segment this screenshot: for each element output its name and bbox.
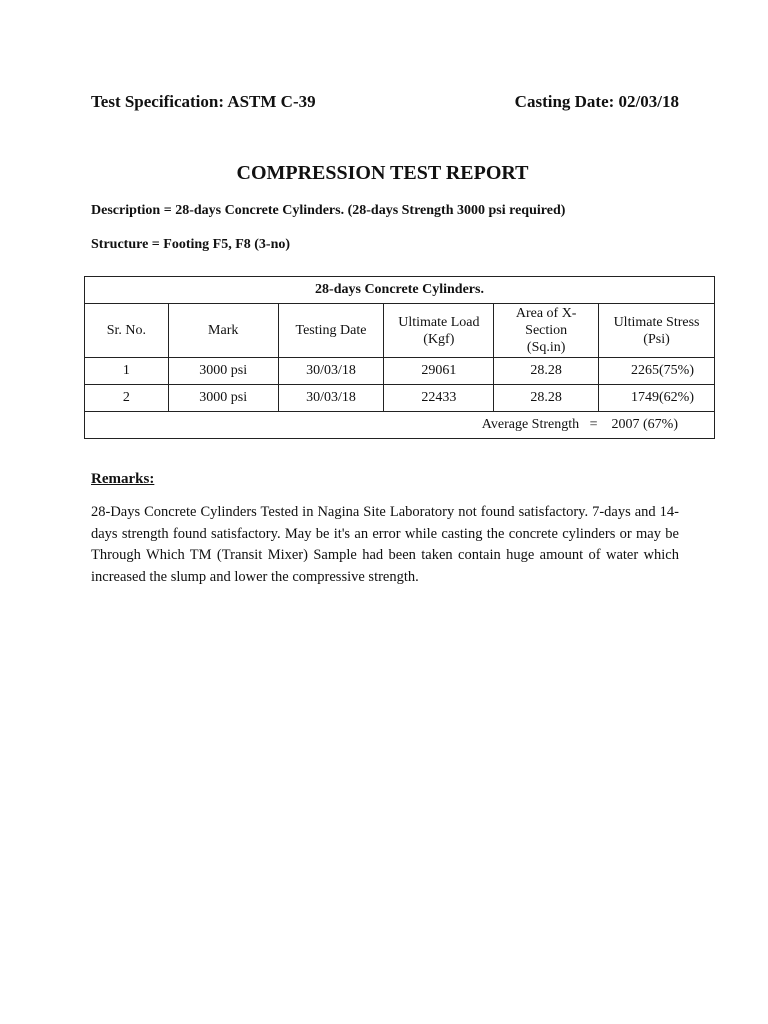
report-title-wrap	[0, 162, 768, 185]
col-header-sr-no: Sr. No.	[85, 304, 169, 358]
cell-ultimate-load: 22433	[384, 385, 494, 412]
cell-sr-no: 1	[85, 358, 169, 385]
casting-date: Casting Date: 02/03/18	[514, 92, 679, 111]
area-label-1: Area of X-	[515, 306, 577, 321]
test-specification: Test Specification: ASTM C-39	[91, 92, 316, 111]
table-row	[85, 358, 715, 385]
cell-area: 28.28	[494, 385, 599, 412]
remarks-heading: Remarks:	[91, 471, 155, 487]
remarks-text: 28-Days Concrete Cylinders Tested in Nagina Site Laboratory not found satisfactory. 7-days and 14-days strength found satisfactory. May be it's an error while casting the concrete cylinders or may be Through Which TM (Transit Mixer) Sample had been taken contain huge amount of water which increased the slump and lower the compressive strength.	[91, 504, 679, 585]
cell-testing-date: 30/03/18	[278, 358, 384, 385]
col-header-area	[494, 304, 599, 358]
cell-mark: 3000 psi	[168, 358, 278, 385]
structure: Structure = Footing F5, F8 (3-no)	[91, 237, 291, 252]
cell-mark: 3000 psi	[168, 385, 278, 412]
table-caption: 28-days Concrete Cylinders.	[85, 277, 715, 304]
area-unit: (Sq.in)	[526, 340, 566, 355]
col-header-testing-date: Testing Date	[278, 304, 384, 358]
results-table	[84, 276, 715, 439]
ultimate-stress-label: Ultimate Stress	[613, 314, 700, 330]
ultimate-stress-unit: (Psi)	[643, 331, 670, 347]
table-row	[85, 385, 715, 412]
col-header-ultimate-stress	[599, 304, 715, 358]
table-header-row	[85, 304, 715, 358]
cell-area: 28.28	[494, 358, 599, 385]
cell-testing-date: 30/03/18	[278, 385, 384, 412]
report-title: COMPRESSION TEST REPORT	[236, 162, 529, 184]
cell-ultimate-stress: 1749(62%)	[599, 385, 715, 412]
ultimate-load-unit: (Kgf)	[423, 331, 455, 347]
cell-ultimate-load: 29061	[384, 358, 494, 385]
description: Description = 28-days Concrete Cylinders. (28-days Strength 3000 psi required)	[91, 203, 566, 218]
average-row	[85, 412, 715, 439]
cell-sr-no: 2	[85, 385, 169, 412]
cell-ultimate-stress: 2265(75%)	[599, 358, 715, 385]
col-header-mark: Mark	[168, 304, 278, 358]
area-label-2: Section	[525, 323, 568, 338]
ultimate-load-label: Ultimate Load	[398, 314, 480, 330]
average-strength: Average Strength = 2007 (67%)	[85, 412, 715, 439]
col-header-ultimate-load	[384, 304, 494, 358]
